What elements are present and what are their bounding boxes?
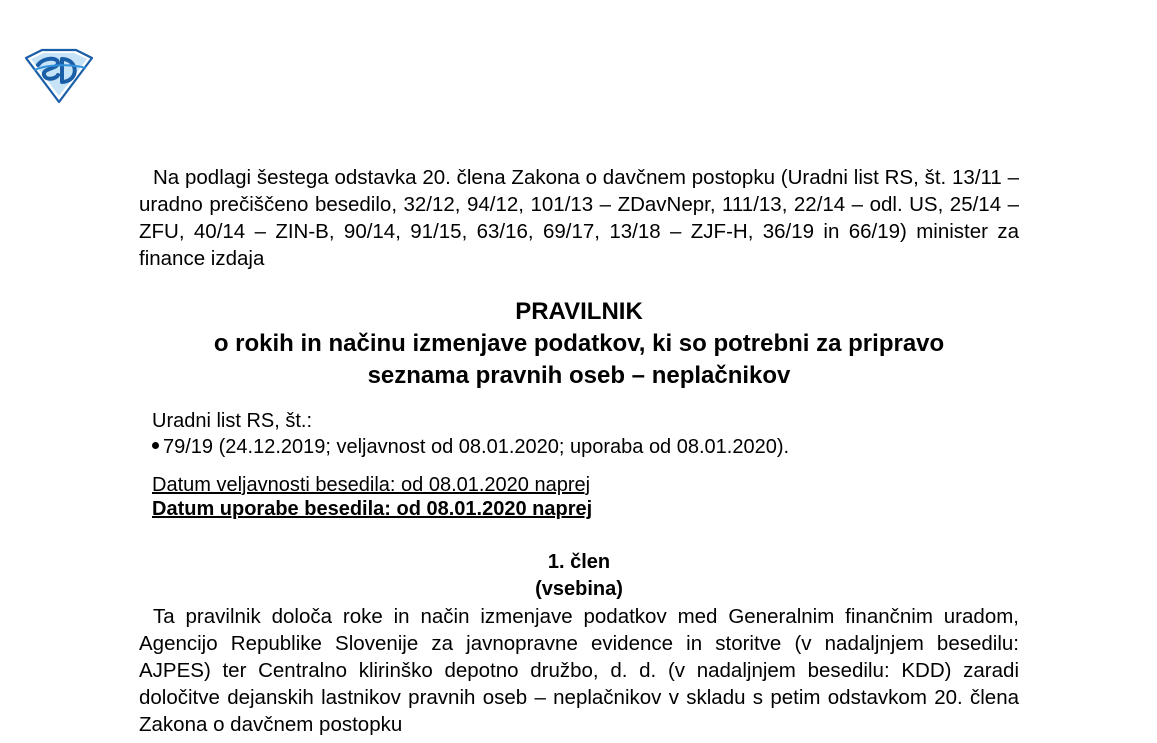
article-number: 1. člen: [547, 551, 611, 573]
logo-icon: [22, 48, 96, 104]
title-block: [139, 296, 1019, 392]
gazette-info: [152, 408, 1019, 460]
gazette-list-item: [152, 434, 1019, 460]
document-page: [139, 164, 1019, 738]
intro-paragraph: Na podlagi šestega odstavka 20. člena Zakona o davčnem postopku (Uradni list RS, št. 13/11 – uradno prečiščeno besedilo, 32/12, 94/12, 101/13 – ZDavNepr, 111/13, 22/14 – odl. US, 25/14 – ZFU, 40/14 – ZIN-B, 90/14, 91/15, 63/16, 69/17, 13/18 – ZJF-H, 36/19 in 66/19) minister za finance izdaja: [139, 166, 1019, 270]
dates-block: [152, 473, 1019, 521]
article-heading: [139, 549, 1019, 603]
article-paragraph: Ta pravilnik določa roke in način izmenjave podatkov med Generalnim finančnim uradom, Agencijo Republike Slovenije za javnopravne evidence in storitve (v nadaljnjem besedilu: AJPES) ter Centralno klirinško depotno družbo, d. d. (v nadaljnjem besedilu: KDD) zaradi določitve dejanskih lastnikov pravnih oseb – neplačnikov v skladu s petim odstavkom 20. člena Zakona o davčnem postopku: [139, 605, 1019, 736]
article-title: (vsebina): [535, 578, 623, 600]
document-subtitle-line-1: o rokih in načinu izmenjave podatkov, ki so potrebni za pripravo: [213, 330, 945, 357]
document-subtitle-line-2: seznama pravnih oseb – neplačnikov: [367, 362, 791, 389]
application-date: Datum uporabe besedila: od 08.01.2020 naprej: [152, 498, 593, 520]
validity-date: Datum veljavnosti besedila: od 08.01.2020 naprej: [152, 474, 591, 496]
document-title: PRAVILNIK: [515, 298, 643, 325]
gazette-item-text: 79/19 (24.12.2019; veljavnost od 08.01.2020; uporaba od 08.01.2020).: [163, 436, 790, 458]
gazette-label: Uradni list RS, št.:: [152, 410, 313, 432]
bullet-icon: [152, 442, 159, 449]
